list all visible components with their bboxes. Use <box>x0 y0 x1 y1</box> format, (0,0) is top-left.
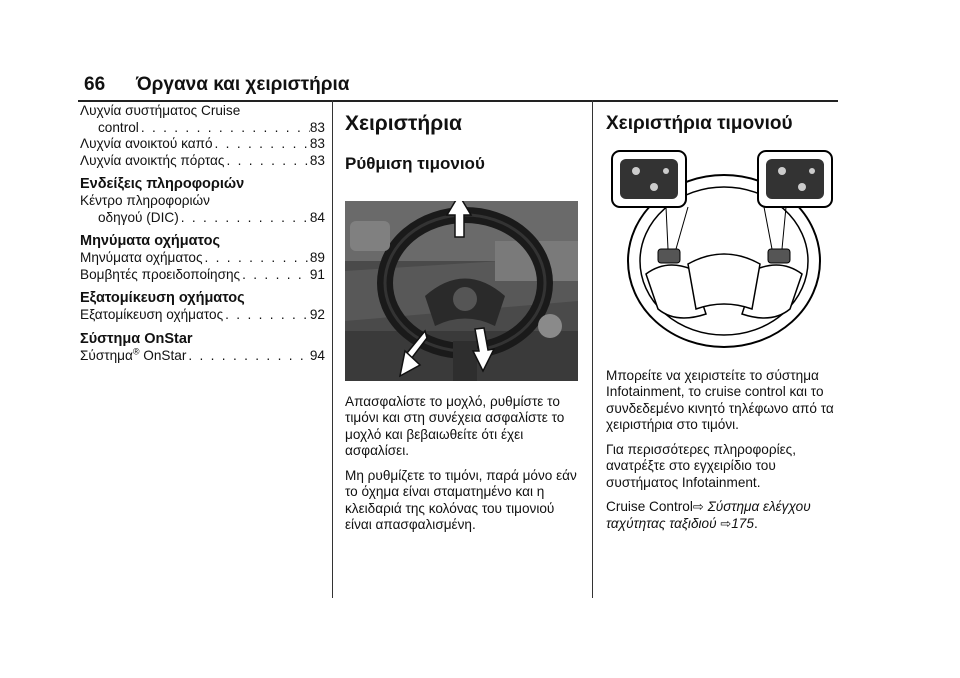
toc-entry-text: οδηγού (DIC) <box>98 209 179 225</box>
toc-section-heading: Εξατομίκευση οχήματος <box>80 290 245 306</box>
dot-leader <box>224 153 309 170</box>
toc-page-number: 89 <box>309 250 325 265</box>
toc-page-number: 84 <box>309 209 325 225</box>
section-title: Χειριστήρια τιμονιού <box>606 113 793 134</box>
dot-leader <box>186 348 310 365</box>
toc-entry-text: Λυχνία ανοικτής πόρτας <box>80 152 225 168</box>
dot-leader <box>213 136 310 153</box>
body-paragraph: Μπορείτε να χειριστείτε το σύστημα Infotainment, το cruise control και το συνδεδεμένο κινητό τηλέφωνο από τα χειριστήρια στο τιμόνι. <box>606 367 834 432</box>
page-number: 66 <box>84 74 106 95</box>
toc-entry-text: Βομβητές προειδοποίησης <box>80 266 241 282</box>
registered-mark: ® <box>132 347 140 356</box>
header-rule <box>78 100 838 102</box>
dot-leader <box>223 307 310 324</box>
toc-entry-text: control <box>98 119 139 135</box>
section-title: Χειριστήρια <box>345 112 462 135</box>
cross-reference-link[interactable]: Σύστημα ελέγχου ταχύτητας ταξιδιού <box>606 499 811 531</box>
toc-page-number: 83 <box>309 119 325 135</box>
toc-page-number: 83 <box>309 136 325 151</box>
open-arrow-icon: ⇨ <box>720 515 732 531</box>
toc-page-number: 91 <box>309 266 325 282</box>
toc-section-heading: Μηνύματα οχήματος <box>80 233 221 249</box>
body-paragraph: Απασφαλίστε το μοχλό, ρυθμίστε το τιμόνι και στη συνέχεια ασφαλίστε το μοχλό και βεβαιωθείτε ότι έχει ασφαλίσει. <box>345 393 565 458</box>
toc-page-number: 83 <box>309 152 325 168</box>
cross-reference-page[interactable]: 175 <box>731 515 754 531</box>
subsection-title: Ρύθμιση τιμονιού <box>345 154 485 173</box>
dot-leader <box>203 250 310 267</box>
toc-entry[interactable] <box>80 103 325 136</box>
column-divider-right <box>592 100 593 598</box>
toc-entry[interactable] <box>80 153 325 170</box>
toc-entry-text: Εξατομίκευση οχήματος <box>80 307 224 322</box>
toc-page-number: 94 <box>309 347 325 363</box>
toc-entry-text: Σύστημα® OnStar <box>80 347 187 363</box>
cross-reference[interactable]: Cruise Control⇨ Σύστημα ελέγχου ταχύτητας ταξιδιού ⇨175. <box>606 499 811 531</box>
dot-leader <box>139 120 310 137</box>
steering-wheel-controls-illustration <box>606 149 846 349</box>
toc-page-number: 92 <box>309 307 325 322</box>
dot-leader <box>240 267 310 284</box>
toc-entry-text: Μηνύματα οχήματος <box>80 250 203 265</box>
steering-controls-column <box>606 103 846 540</box>
page-title: Όργανα και χειριστήρια <box>136 74 350 95</box>
toc-entry-text: Λυχνία συστήματος Cruise <box>80 103 241 118</box>
steering-adjust-column <box>345 103 580 542</box>
dot-leader <box>179 210 310 227</box>
toc-column <box>80 103 325 364</box>
steering-adjust-photo <box>345 201 578 381</box>
toc-entry[interactable] <box>80 267 325 284</box>
column-divider-left <box>332 100 333 598</box>
toc-entry[interactable] <box>80 307 325 324</box>
toc-entry[interactable] <box>80 136 325 153</box>
body-paragraph: Μη ρυθμίζετε το τιμόνι, παρά μόνο εάν το όχημα είναι σταματημένο και η κλειδαριά της κολόνας του τιμονιού είναι απασφαλισμένη. <box>345 467 577 532</box>
toc-section-heading: Σύστημα OnStar <box>80 330 193 347</box>
page-header <box>78 60 838 94</box>
toc-entry[interactable] <box>80 348 325 365</box>
toc-entry-text: Κέντρο πληροφοριών <box>80 193 210 208</box>
toc-entry[interactable] <box>80 250 325 267</box>
open-arrow-icon: ⇨ <box>692 499 704 514</box>
toc-entry[interactable] <box>80 193 325 226</box>
body-paragraph: Για περισσότερες πληροφορίες, ανατρέξτε στο εγχειρίδιο του συστήματος Infotainment. <box>606 441 796 490</box>
toc-entry-text: Λυχνία ανοικτού καπό <box>80 136 213 151</box>
toc-section-heading: Ενδείξεις πληροφοριών <box>80 176 245 192</box>
